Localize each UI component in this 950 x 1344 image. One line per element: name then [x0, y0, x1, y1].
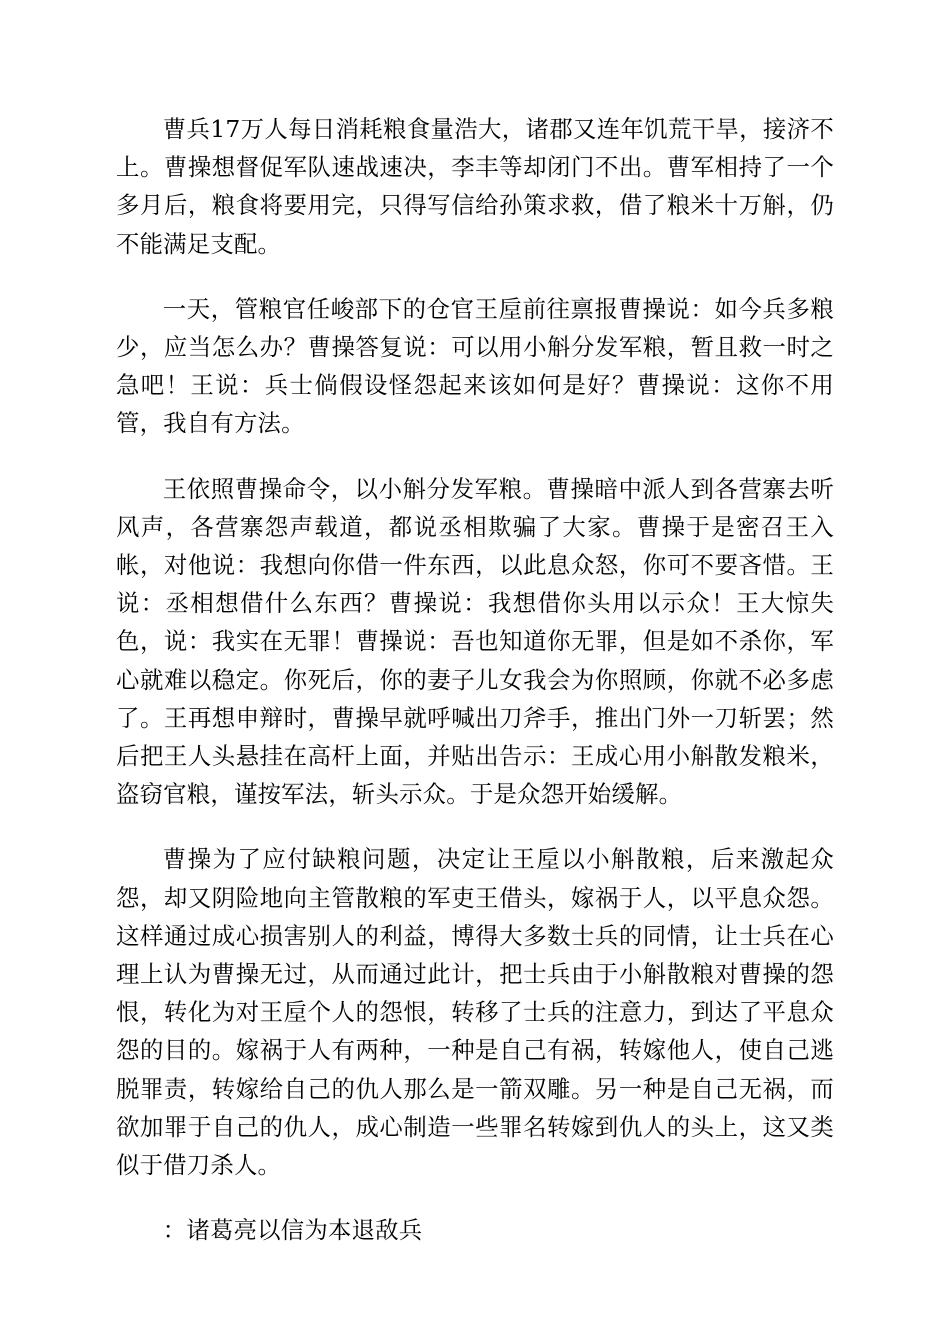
- document-body: [116, 110, 834, 1276]
- paragraph-next-story-heading: ：诸葛亮以信为本退敌兵: [162, 1216, 423, 1245]
- paragraph-analysis-shift-blame: 曹操为了应付缺粮问题，决定让王垕以小斛散粮，后来激起众怨，却又阴险地向主管散粮的军吏王借头，嫁祸于人，以平息众怨。这样通过成心损害别人的利益，博得大多数士兵的同情，让士兵在心理上认为曹操无过，从而通过此计，把士兵由于小斛散粮对曹操的怨恨，转化为对王垕个人的怨恨，转移了士兵的注意力，到达了平息众怨的目的。嫁祸于人有两种，一种是自己有祸，转嫁他人，使自己逃脱罪责，转嫁给自己的仇人那么是一箭双雕。另一种是自己无祸，而欲加罪于自己的仇人，成心制造一些罪名转嫁到仇人的头上，这又类似于借刀杀人。: [116, 845, 834, 1180]
- paragraph-execution-of-wang: 王依照曹操命令，以小斛分发军粮。曹操暗中派人到各营寨去听风声，各营寨怨声载道，都说丞相欺骗了大家。曹操于是密召王入帐，对他说：我想向你借一件东西，以此息众怒，你可不要吝惜。王说：丞相想借什么东西？曹操说：我想借你头用以示众！王大惊失色，说：我实在无罪！曹操说：吾也知道你无罪，但是如不杀你，军心就难以稳定。你死后，你的妻子儿女我会为你照顾，你就不必多虑了。王再想申辩时，曹操早就呼喊出刀斧手，推出门外一刀斩罢；然后把王人头悬挂在高杆上面，并贴出告示：王成心用小斛散发粮米，盗窃官粮，谨按军法，斩头示众。于是众怨开始缓解。: [116, 474, 834, 809]
- paragraph-grain-shortage: 曹兵17万人每日消耗粮食量浩大，诸郡又连年饥荒干旱，接济不上。曹操想督促军队速战速决，李丰等却闭门不出。曹军相持了一个多月后，粮食将要用完，只得写信给孙策求救，借了粮米十万斛，仍不能满足支配。: [116, 115, 834, 258]
- paragraph-granary-officer-report: 一天，管粮官任峻部下的仓官王垕前往禀报曹操说：如今兵多粮少，应当怎么办？曹操答复说：可以用小斛分发军粮，暂且救一时之急吧！王说：兵士倘假设怪怨起来该如何是好？曹操说：这你不用管，我自有方法。: [116, 294, 834, 438]
